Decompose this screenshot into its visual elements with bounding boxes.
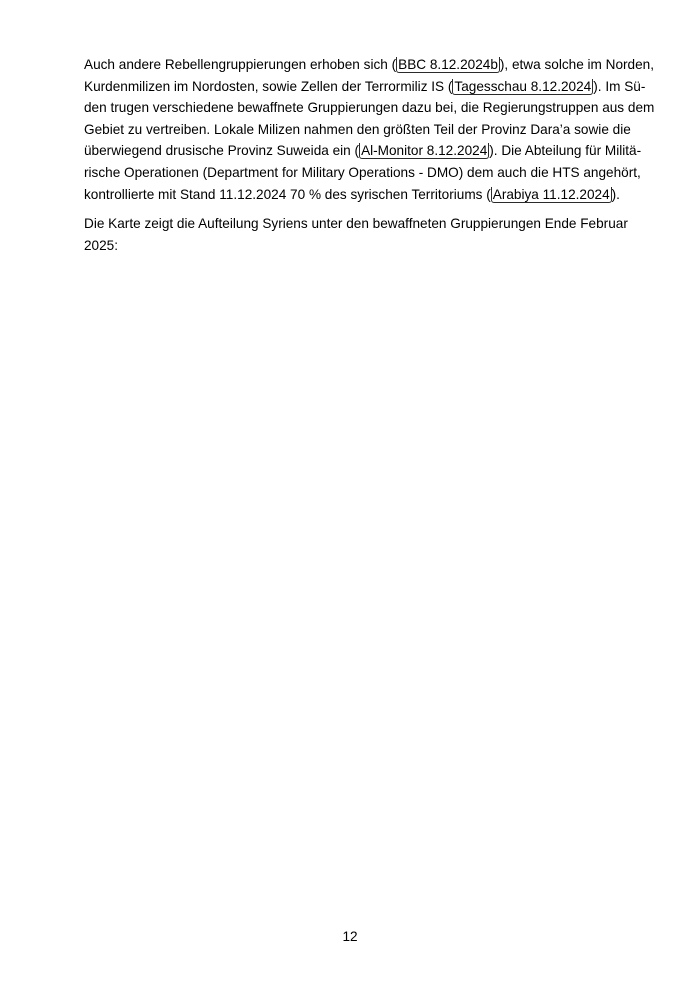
text-segment: Auch andere Rebellengruppierungen erhoben sich ( xyxy=(84,57,397,72)
text-segment: ). xyxy=(611,186,620,202)
text-segment: ). Im Sü- xyxy=(593,78,646,94)
citation-link-tagesschau[interactable]: Tagesschau 8.12.2024 xyxy=(454,78,592,94)
text-line: Die Karte zeigt die Aufteilung Syriens unter den bewaffneten Gruppierungen Ende Februar xyxy=(84,216,628,232)
text-segment: Kurdenmilizen im Nordosten, sowie Zellen der Terrormiliz IS ( xyxy=(84,78,453,94)
text-line: 2025: xyxy=(84,237,119,253)
paragraph-map-intro xyxy=(84,213,628,256)
paragraph-rebel-groups xyxy=(84,54,655,205)
text-line xyxy=(84,140,642,162)
text-segment: ), etwa solche im Norden, xyxy=(499,57,655,72)
text-line xyxy=(84,76,646,98)
text-segment: überwiegend drusische Provinz Suweida ein ( xyxy=(84,143,360,159)
text-line xyxy=(84,184,620,206)
page-content xyxy=(84,54,655,264)
text-line: rische Operationen (Department for Military Operations - DMO) dem auch die HTS angehört, xyxy=(84,164,641,180)
text-segment: kontrollierte mit Stand 11.12.2024 70 % des syrischen Territoriums ( xyxy=(84,186,491,202)
text-line: Gebiet zu vertreiben. Lokale Milizen nahmen den größten Teil der Provinz Dara’a sowie die xyxy=(84,121,631,137)
citation-link-al-monitor[interactable]: Al-Monitor 8.12.2024 xyxy=(361,143,488,159)
text-line: den trugen verschiedene bewaffnete Gruppierungen dazu bei, die Regierungstruppen aus dem xyxy=(84,100,655,116)
citation-link-bbc[interactable]: BBC 8.12.2024b xyxy=(398,57,498,72)
text-line xyxy=(84,54,655,76)
text-segment: ). Die Abteilung für Militä- xyxy=(489,143,642,159)
page-number: 12 xyxy=(342,929,358,944)
citation-link-arabiya[interactable]: Arabiya 11.12.2024 xyxy=(492,186,610,202)
